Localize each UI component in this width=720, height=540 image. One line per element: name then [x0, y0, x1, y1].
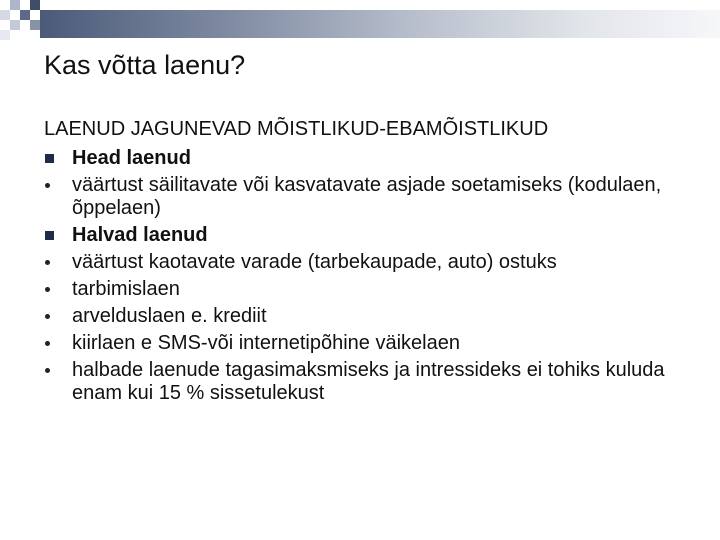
list-item-text: arvelduslaen e. krediit — [72, 305, 267, 327]
list-item-text: Halvad laenud — [72, 224, 208, 246]
dot-bullet-icon — [45, 368, 50, 373]
list-item — [44, 224, 694, 247]
dot-bullet-icon — [45, 183, 50, 188]
list-item-text: halbade laenude tagasimaksmiseks ja intressideks ei tohiks kuluda enam kui 15 % sissetulekust — [72, 359, 665, 404]
list-item-text: tarbimislaen — [72, 278, 180, 300]
list-item-text: väärtust kaotavate varade (tarbekaupade, auto) ostuks — [72, 251, 557, 273]
list-item — [44, 359, 694, 405]
list-item — [44, 147, 694, 170]
checker-pattern — [0, 0, 44, 44]
dot-bullet-icon — [45, 341, 50, 346]
slide-title: Kas võtta laenu? — [44, 50, 246, 80]
header-decoration — [0, 0, 720, 44]
square-bullet-icon — [45, 231, 54, 240]
list-item — [44, 332, 694, 355]
list-item — [44, 174, 694, 220]
list-item-text: väärtust säilitavate või kasvatavate asjade soetamiseks (kodulaen, õppelaen) — [72, 174, 662, 219]
slide-content — [44, 116, 694, 405]
list-item — [44, 251, 694, 274]
list-item-text: kiirlaen e SMS-või internetipõhine väikelaen — [72, 332, 460, 354]
list-item — [44, 278, 694, 301]
dot-bullet-icon — [45, 287, 50, 292]
square-bullet-icon — [45, 154, 54, 163]
dot-bullet-icon — [45, 260, 50, 265]
list-item — [44, 305, 694, 328]
gradient-bar — [40, 10, 720, 38]
content-heading: LAENUD JAGUNEVAD MÕISTLIKUD-EBAMÕISTLIKUD — [44, 118, 549, 140]
dot-bullet-icon — [45, 314, 50, 319]
list-item-text: Head laenud — [72, 147, 191, 169]
